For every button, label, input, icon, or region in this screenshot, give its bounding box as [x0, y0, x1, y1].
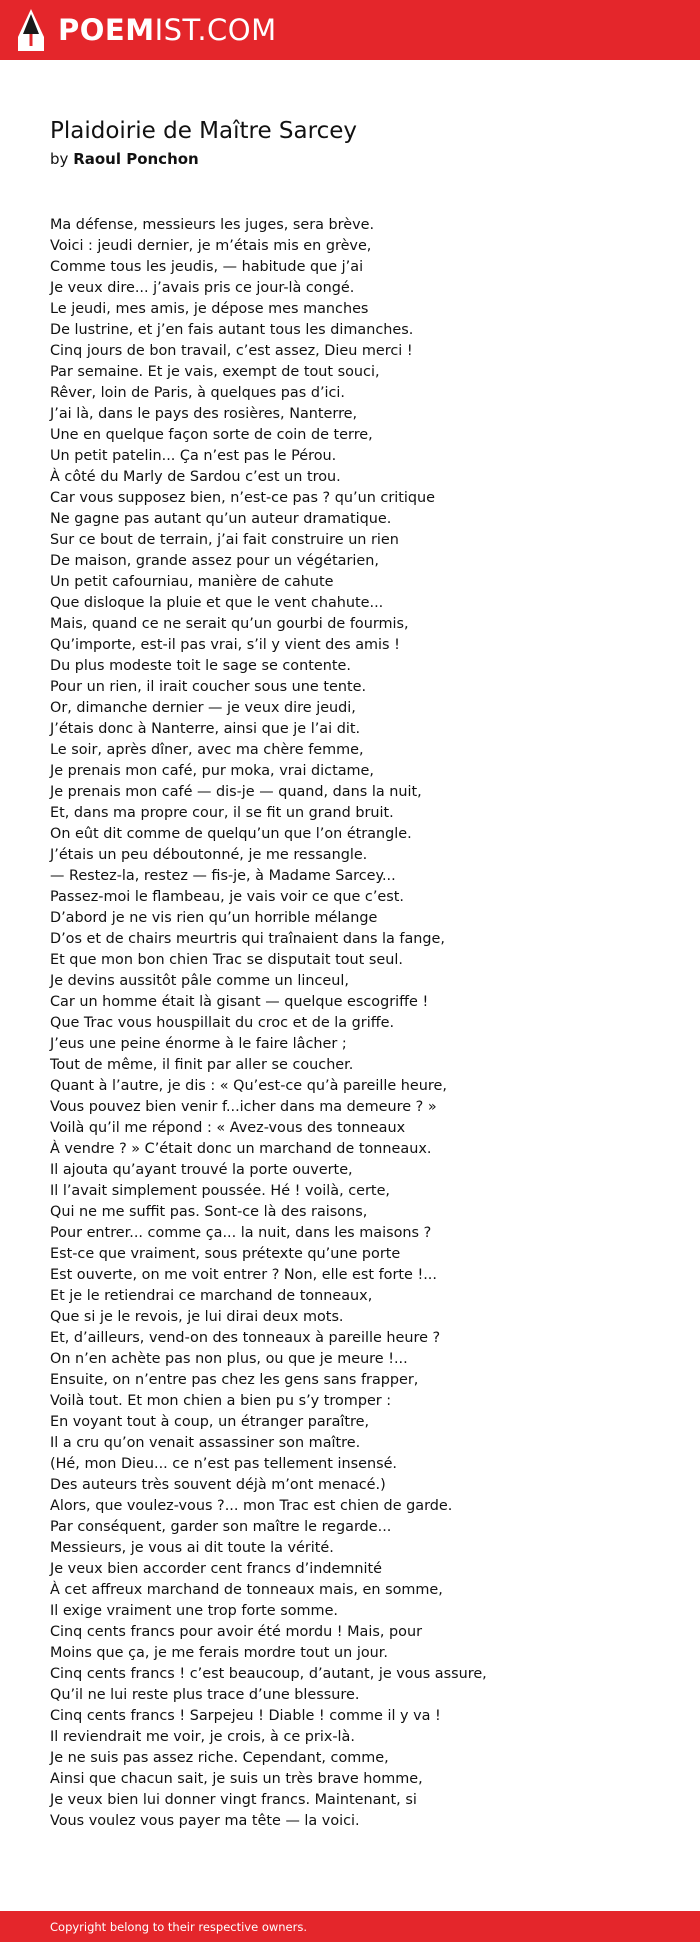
poem-line: À cet affreux marchand de tonneaux mais, en somme, — [50, 1582, 443, 1598]
poem-line: Et que mon bon chien Trac se disputait tout seul. — [50, 952, 403, 968]
site-footer — [0, 1911, 700, 1942]
poem-line: Des auteurs très souvent déjà m’ont menacé.) — [50, 1477, 386, 1493]
brand-light: IST.COM — [154, 12, 277, 47]
poem-line: Que Trac vous houspillait du croc et de la griffe. — [50, 1015, 395, 1031]
poem-body — [50, 215, 670, 1832]
poem-line: De lustrine, et j’en fais autant tous les dimanches. — [50, 322, 414, 338]
poem-line: Messieurs, je vous ai dit toute la vérité. — [50, 1540, 334, 1556]
poem-line: Il ajouta qu’ayant trouvé la porte ouverte, — [50, 1162, 353, 1178]
poem-title: Plaidoirie de Maître Sarcey — [50, 118, 357, 144]
poem-line: Vous voulez vous payer ma tête — la voici. — [50, 1813, 360, 1829]
poem-line: J’étais un peu déboutonné, je me ressangle. — [50, 847, 368, 863]
poem-line: Un petit cafourniau, manière de cahute — [50, 574, 334, 590]
poem-line: Je veux bien accorder cent francs d’indemnité — [50, 1561, 382, 1577]
poem-line: Et je le retiendrai ce marchand de tonneaux, — [50, 1288, 373, 1304]
site-header — [0, 0, 700, 60]
poem-line: Cinq jours de bon travail, c’est assez, Dieu merci ! — [50, 343, 413, 359]
author-name: Raoul Ponchon — [73, 150, 199, 168]
poem-line: Cinq cents francs ! Sarpejeu ! Diable ! comme il y va ! — [50, 1708, 441, 1724]
poem-line: Une en quelque façon sorte de coin de terre, — [50, 427, 373, 443]
by-label: by — [50, 150, 69, 168]
poem-line: Pour entrer... comme ça... la nuit, dans les maisons ? — [50, 1225, 432, 1241]
poem-line: On eût dit comme de quelqu’un que l’on étrangle. — [50, 826, 412, 842]
poem-line: Ensuite, on n’entre pas chez les gens sans frapper, — [50, 1372, 419, 1388]
poem-line: En voyant tout à coup, un étranger paraître, — [50, 1414, 370, 1430]
poem-line: Voici : jeudi dernier, je m’étais mis en grève, — [50, 238, 372, 254]
poem-line: De maison, grande assez pour un végétarien, — [50, 553, 379, 569]
poem-line: Passez-moi le flambeau, je vais voir ce que c’est. — [50, 889, 404, 905]
poem-line: J’eus une peine énorme à le faire lâcher ; — [50, 1036, 347, 1052]
poem-line: Or, dimanche dernier — je veux dire jeudi, — [50, 700, 356, 716]
poem-line: J’ai là, dans le pays des rosières, Nanterre, — [50, 406, 358, 422]
poem-line: Car un homme était là gisant — quelque escogriffe ! — [50, 994, 429, 1010]
poem-line: Il l’avait simplement poussée. Hé ! voilà, certe, — [50, 1183, 391, 1199]
site-logo-link[interactable] — [58, 12, 277, 47]
poem-line: Ma défense, messieurs les juges, sera brève. — [50, 217, 375, 233]
poem-line: Ne gagne pas autant qu’un auteur dramatique. — [50, 511, 392, 527]
poem-line: Rêver, loin de Paris, à quelques pas d’ici. — [50, 385, 346, 401]
poem-line: Voilà tout. Et mon chien a bien pu s’y tromper : — [50, 1393, 392, 1409]
poem-line: On n’en achète pas non plus, ou que je meure !... — [50, 1351, 408, 1367]
poem-line: Que si je le revois, je lui dirai deux mots. — [50, 1309, 344, 1325]
poem-line: Comme tous les jeudis, — habitude que j’ai — [50, 259, 364, 275]
poem-line: Alors, que voulez-vous ?... mon Trac est chien de garde. — [50, 1498, 453, 1514]
poem-line: Le jeudi, mes amis, je dépose mes manches — [50, 301, 369, 317]
poem-line: (Hé, mon Dieu... ce n’est pas tellement insensé. — [50, 1456, 398, 1472]
poem-line: Je veux dire... j’avais pris ce jour-là congé. — [50, 280, 355, 296]
copyright-text: Copyright belong to their respective owners. — [50, 1919, 308, 1934]
poem-line: Le soir, après dîner, avec ma chère femme, — [50, 742, 364, 758]
poem-line: Par semaine. Et je vais, exempt de tout souci, — [50, 364, 380, 380]
poem-line: D’abord je ne vis rien qu’un horrible mélange — [50, 910, 378, 926]
poem-line: Cinq cents francs pour avoir été mordu ! Mais, pour — [50, 1624, 422, 1640]
poem-line: Quant à l’autre, je dis : « Qu’est-ce qu’à pareille heure, — [50, 1078, 447, 1094]
poem-line: Est-ce que vraiment, sous prétexte qu’une porte — [50, 1246, 401, 1262]
poem-line: Qui ne me suffit pas. Sont-ce là des raisons, — [50, 1204, 368, 1220]
poem-line: Et, d’ailleurs, vend-on des tonneaux à pareille heure ? — [50, 1330, 441, 1346]
poem-line: Est ouverte, on me voit entrer ? Non, elle est forte !... — [50, 1267, 437, 1283]
poem-line: Car vous supposez bien, n’est-ce pas ? qu’un critique — [50, 490, 435, 506]
poem-line: Il reviendrait me voir, je crois, à ce prix-là. — [50, 1729, 355, 1745]
pen-nib-icon[interactable] — [18, 9, 44, 51]
poem-line: Que disloque la pluie et que le vent chahute... — [50, 595, 384, 611]
poem-line: À côté du Marly de Sardou c’est un trou. — [50, 469, 341, 485]
brand-bold: POEM — [58, 12, 155, 47]
poem-line: Par conséquent, garder son maître le regarde... — [50, 1519, 392, 1535]
poem-line: D’os et de chairs meurtris qui traînaient dans la fange, — [50, 931, 445, 947]
poem-line: Mais, quand ce ne serait qu’un gourbi de fourmis, — [50, 616, 409, 632]
poem-line: Et, dans ma propre cour, il se fit un grand bruit. — [50, 805, 394, 821]
poem-line: Qu’importe, est-il pas vrai, s’il y vient des amis ! — [50, 637, 400, 653]
poem-line: Cinq cents francs ! c’est beaucoup, d’autant, je vous assure, — [50, 1666, 487, 1682]
poem-line: Moins que ça, je me ferais mordre tout un jour. — [50, 1645, 388, 1661]
poem-content — [50, 115, 670, 1832]
poem-line: Tout de même, il finit par aller se coucher. — [50, 1057, 354, 1073]
poem-line: Qu’il ne lui reste plus trace d’une blessure. — [50, 1687, 360, 1703]
poem-line: J’étais donc à Nanterre, ainsi que je l’ai dit. — [50, 721, 361, 737]
poem-line: Je prenais mon café — dis-je — quand, dans la nuit, — [50, 784, 422, 800]
poem-line: Sur ce bout de terrain, j’ai fait construire un rien — [50, 532, 399, 548]
poem-line: Je ne suis pas assez riche. Cependant, comme, — [50, 1750, 389, 1766]
poem-line: Je veux bien lui donner vingt francs. Maintenant, si — [50, 1792, 417, 1808]
byline — [50, 148, 670, 170]
poem-line: À vendre ? » C’était donc un marchand de tonneaux. — [50, 1141, 432, 1157]
poem-line: Il a cru qu’on venait assassiner son maître. — [50, 1435, 361, 1451]
poem-line: Je devins aussitôt pâle comme un linceul, — [50, 973, 349, 989]
poem-line: Il exige vraiment une trop forte somme. — [50, 1603, 339, 1619]
poem-line: — Restez-la, restez — fis-je, à Madame Sarcey... — [50, 868, 396, 884]
poem-line: Voilà qu’il me répond : « Avez-vous des tonneaux — [50, 1120, 406, 1136]
poem-line: Un petit patelin... Ça n’est pas le Pérou. — [50, 448, 337, 464]
poem-line: Pour un rien, il irait coucher sous une tente. — [50, 679, 367, 695]
poem-line: Ainsi que chacun sait, je suis un très brave homme, — [50, 1771, 423, 1787]
poem-line: Vous pouvez bien venir f...icher dans ma demeure ? » — [50, 1099, 437, 1115]
poem-line: Je prenais mon café, pur moka, vrai dictame, — [50, 763, 374, 779]
poem-line: Du plus modeste toit le sage se contente. — [50, 658, 351, 674]
